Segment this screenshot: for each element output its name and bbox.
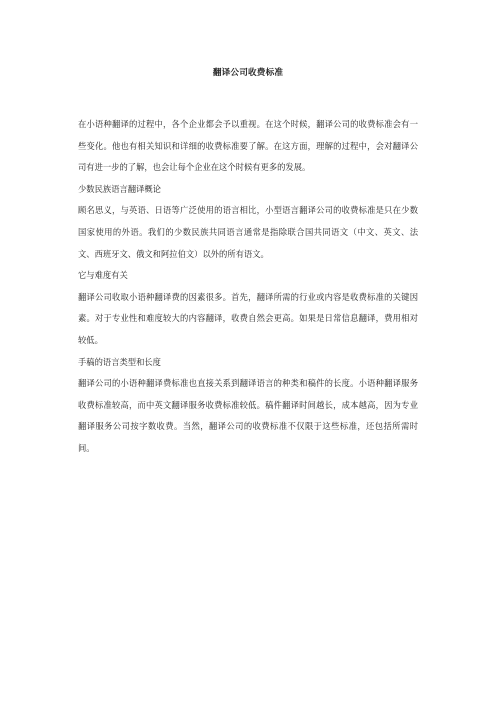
section-heading-language-and-length: 手稿的语言类型和长度 bbox=[78, 356, 161, 367]
page-title: 翻译公司收费标准 bbox=[212, 68, 284, 78]
section-heading-difficulty: 它与难度有关 bbox=[78, 270, 128, 281]
section-heading-minority-languages: 少数民族语言翻译概论 bbox=[78, 183, 161, 194]
difficulty-paragraph: 翻译公司收取小语种翻译费的因素很多。首先，翻译所需的行业或内容是收费标准的关键因素。对于专业性和难度较大的内容翻译，收费自然会更高。如果是日常信息翻译，费用相对较低。 bbox=[78, 291, 418, 345]
minority-languages-paragraph: 顾名思义，与英语、日语等广泛使用的语言相比，小型语言翻译公司的收费标准是只在少数国家使用的外语。我们的少数民族共同语言通常是指除联合国共同语文（中文、英文、法文、西班牙文、俄文和阿拉伯文）以外的所有语文。 bbox=[78, 205, 418, 259]
language-and-length-paragraph: 翻译公司的小语种翻译费标准也直接关系到翻译语言的种类和稿件的长度。小语种翻译服务收费标准较高，而中英文翻译服务收费标准较低。稿件翻译时间越长，成本越高，因为专业翻译服务公司按字数收费。当然，翻译公司的收费标准不仅限于这些标准，还包括所需时间。 bbox=[78, 378, 418, 453]
intro-paragraph: 在小语种翻译的过程中，各个企业都会予以重视。在这个时候，翻译公司的收费标准会有一些变化。他也有相关知识和详细的收费标准要了解。在这方面，理解的过程中，会对翻译公司有进一步的了解，也会让每个企业在这个时候有更多的发展。 bbox=[78, 119, 418, 173]
